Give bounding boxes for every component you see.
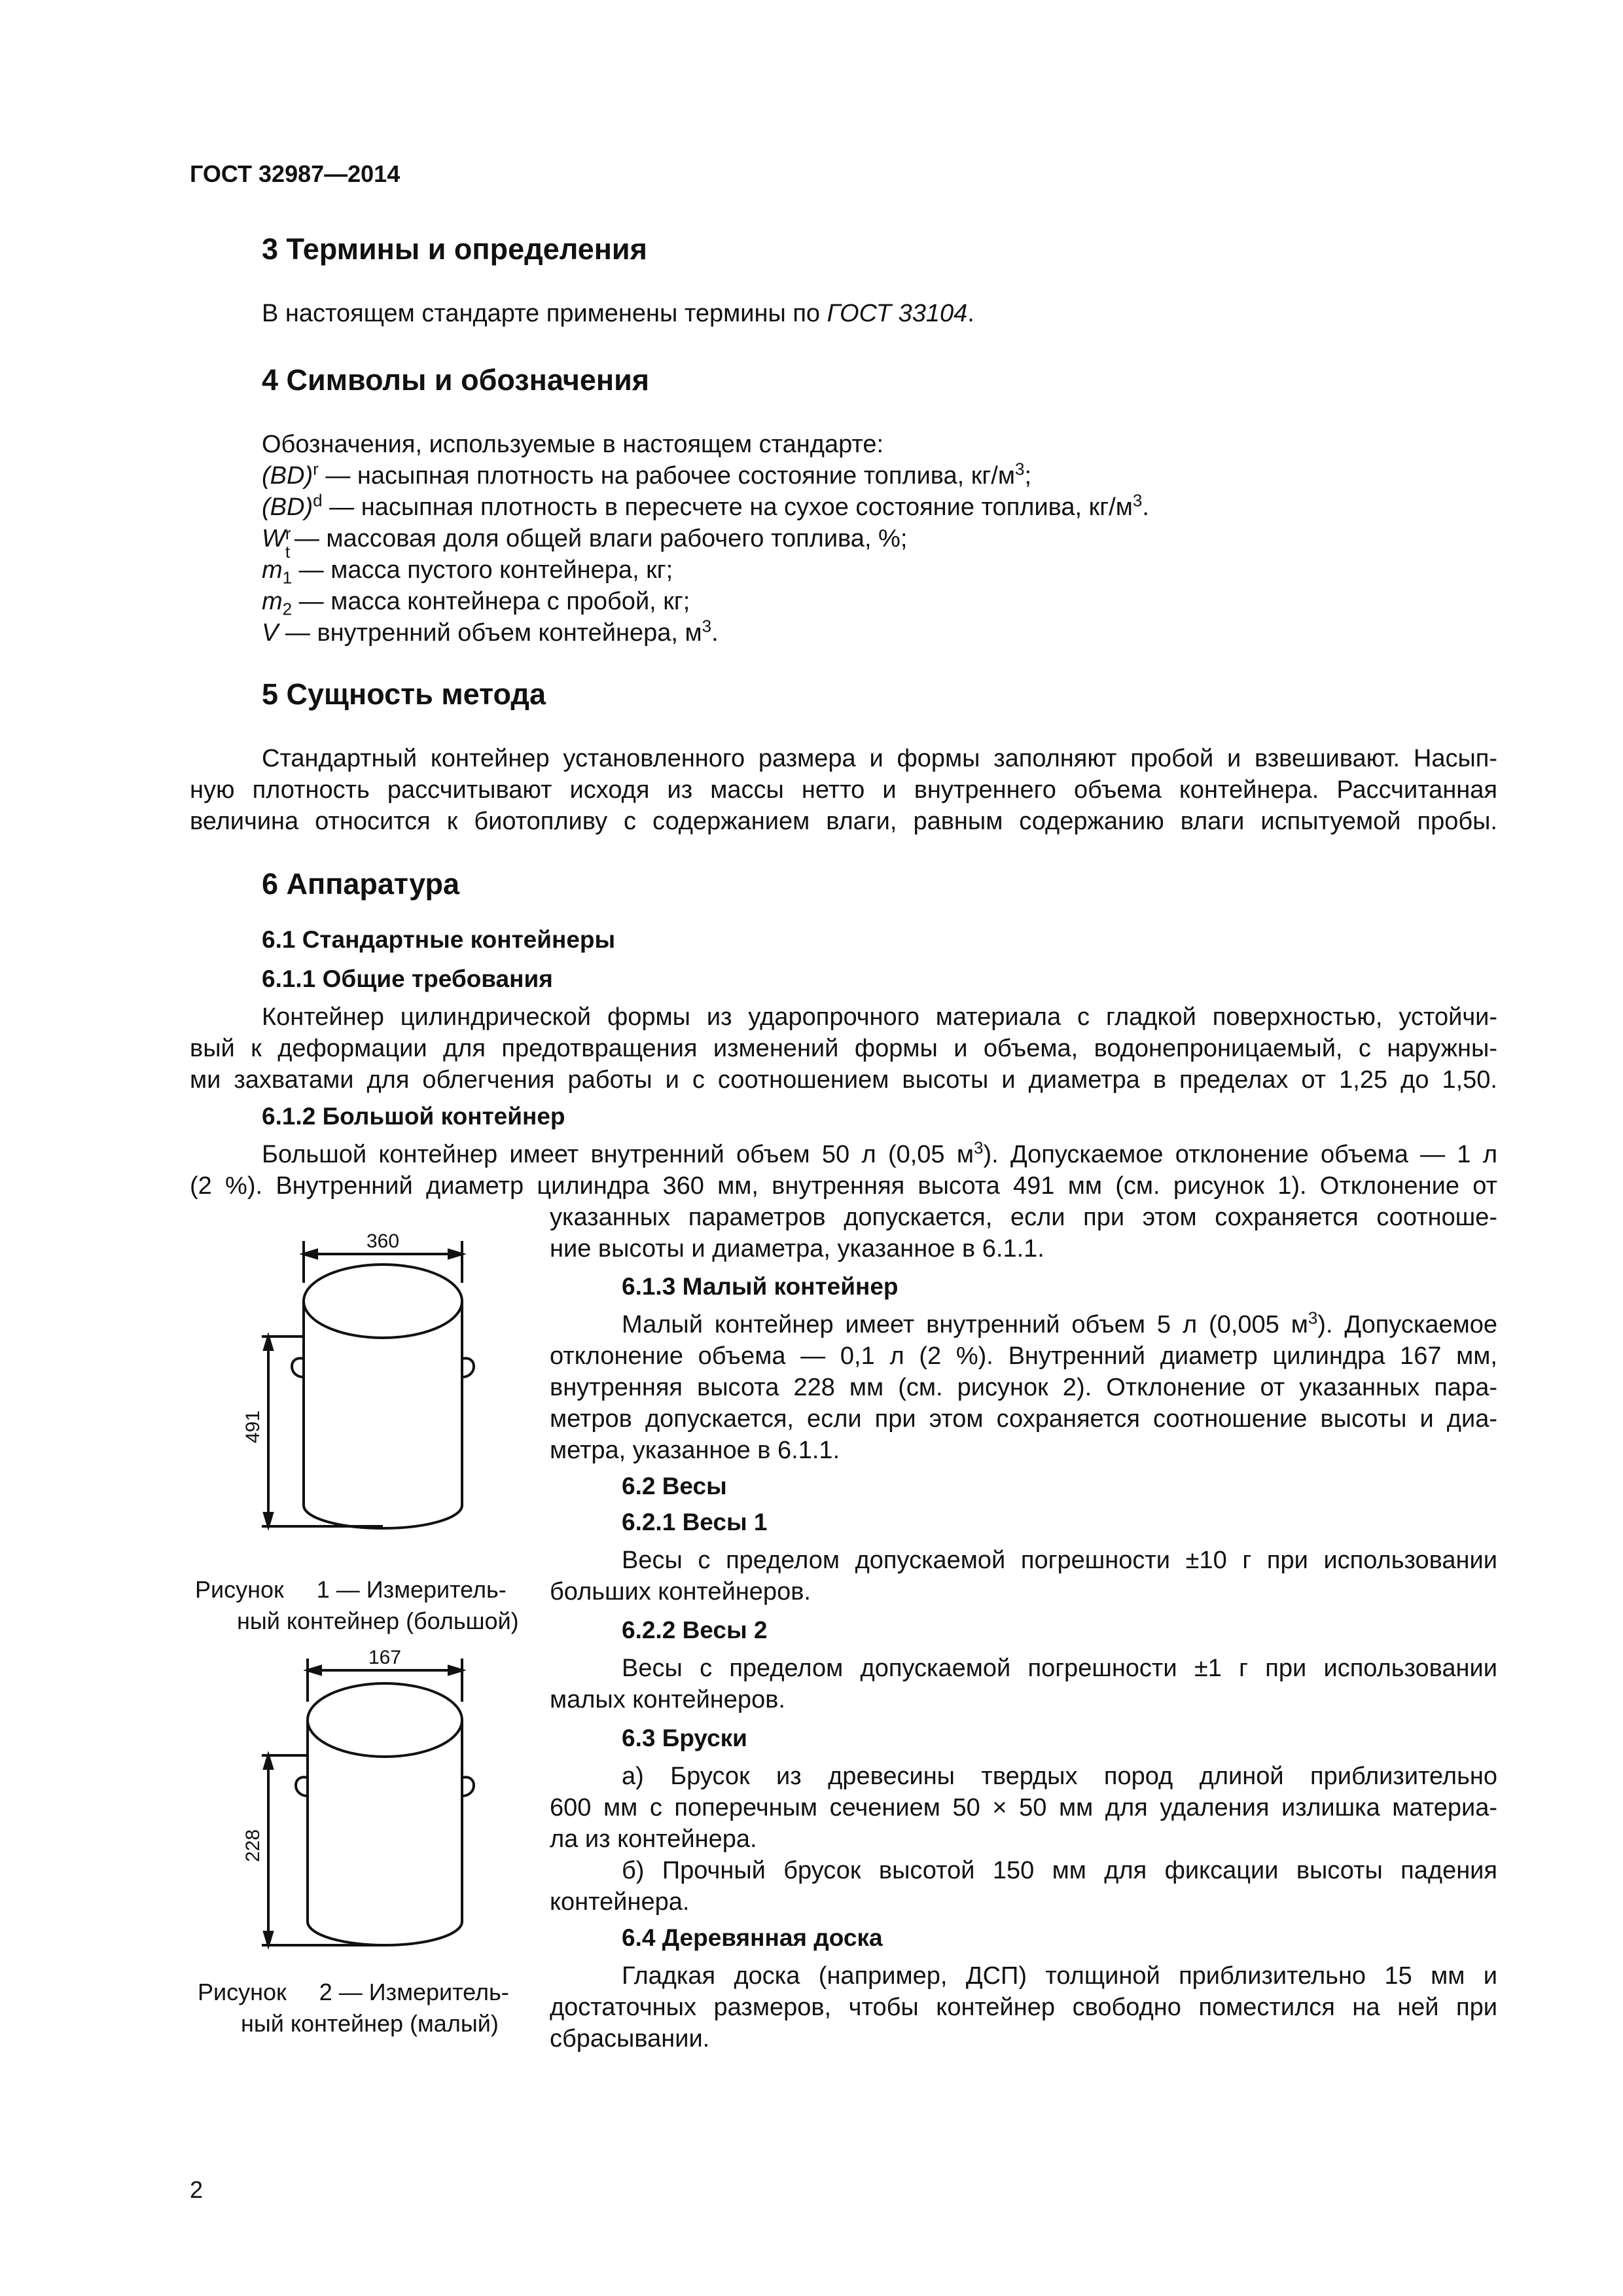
section-6-1-1-line-3: ми захватами для облегчения работы и с соотношением высоты и диаметра в пределах от 1,25 до 1,50.: [190, 1066, 1497, 1094]
section-6-4-line-1: Гладкая доска (например, ДСП) толщиной приблизительно 15 мм и: [622, 1962, 1497, 1990]
symbol-bd-r: (BD)$^r$ — насыпная плотность на рабочее состояние топлива, $кг/м^3$;: [262, 459, 1031, 490]
section-3-title: 3 Термины и определения: [262, 232, 647, 266]
figure-1-width-label: 360: [366, 1230, 400, 1252]
section-6-1-1-title: 6.1.1 Общие требования: [262, 965, 553, 992]
figure-1-caption-line-2: ный контейнер (большой): [237, 1607, 519, 1634]
section-6-1-3-line-5: метра, указанное в 6.1.1.: [550, 1437, 840, 1464]
section-6-1-2-line-1: Большой контейнер имеет внутренний объем 50 л (0,05 $м^3$). Допускаемое отклонение объема — 1 л: [262, 1138, 1497, 1168]
section-5-title: 5 Сущность метода: [262, 677, 546, 711]
section-6-1-title: 6.1 Стандартные контейнеры: [262, 926, 616, 953]
section-6-4-title: 6.4 Деревянная доска: [622, 1924, 883, 1951]
section-6-2-2-title: 6.2.2 Весы 2: [622, 1617, 768, 1643]
section-6-title: 6 Аппаратура: [262, 867, 460, 901]
section-6-1-3-line-1: Малый контейнер имеет внутренний объем 5 л (0,005 $м^3$). Допускаемое: [622, 1308, 1497, 1338]
section-4-intro: Обозначения, используемые в настоящем стандарте:: [262, 431, 884, 458]
section-6-3-a-line-1: а) Брусок из древесины твердых пород длиной приблизительно: [622, 1763, 1497, 1790]
figure-1-caption-line-1: Рисунок 1 — Измеритель-: [195, 1576, 507, 1603]
section-6-3-b-line-2: контейнера.: [550, 1888, 690, 1916]
section-6-2-title: 6.2 Весы: [622, 1473, 727, 1499]
figure-1-height-label: 491: [242, 1410, 264, 1444]
section-6-3-a-line-2: 600 мм с поперечным сечением 50 × 50 мм для удаления излишка материа-: [550, 1794, 1497, 1821]
section-6-1-1-line-2: вый к деформации для предотвращения изменений формы и объема, водонепроницаемый, с наружны-: [190, 1035, 1497, 1062]
section-6-3-title: 6.3 Бруски: [622, 1725, 747, 1751]
page-number: 2: [190, 2176, 204, 2203]
symbol-v: V — внутренний объем контейнера, $м^3$.: [262, 616, 719, 647]
section-6-4-line-2: достаточных размеров, чтобы контейнер свободно поместился на ней при: [550, 1994, 1497, 2021]
section-4-title: 4 Символы и обозначения: [262, 363, 649, 397]
figure-2-width-label: 167: [368, 1649, 402, 1668]
section-6-3-b-line-1: б) Прочный брусок высотой 150 мм для фиксации высоты падения: [622, 1857, 1497, 1884]
symbol-bd-d: (BD)$^d$ — насыпная плотность в пересчете на сухое состояние топлива, $кг/м^3$.: [262, 490, 1149, 521]
section-6-1-2-title: 6.1.2 Большой контейнер: [262, 1103, 565, 1130]
section-5-line-2: ную плотность рассчитывают исходя из массы нетто и внутреннего объема контейнера. Рассчитанная: [190, 776, 1497, 804]
section-6-2-2-line-1: Весы с пределом допускаемой погрешности ±1 г при использовании: [622, 1655, 1497, 1682]
section-6-2-1-title: 6.2.1 Весы 1: [622, 1509, 768, 1535]
symbol-m2: $m_2$ — масса контейнера с пробой, кг;: [262, 588, 690, 619]
figure-2-small-container: [236, 1649, 497, 1957]
section-6-1-3-line-3: внутренняя высота 228 мм (см. рисунок 2). Отклонение от указанных пара-: [550, 1374, 1497, 1401]
section-6-1-1-line-1: Контейнер цилиндрической формы из ударопрочного материала с гладкой поверхностью, устойчи-: [262, 1003, 1497, 1031]
section-6-1-2-line-2: (2 %). Внутренний диаметр цилиндра 360 мм, внутренняя высота 491 мм (см. рисунок 1). Отклонение от: [190, 1172, 1497, 1200]
section-6-1-3-line-2: отклонение объема — 0,1 л (2 %). Внутренний диаметр цилиндра 167 мм,: [550, 1342, 1497, 1370]
section-6-2-1-line-1: Весы с пределом допускаемой погрешности ±10 г при использовании: [622, 1547, 1497, 1574]
section-6-1-2-line-3: указанных параметров допускается, если при этом сохраняется соотноше-: [550, 1204, 1497, 1231]
section-6-1-2-line-4: ние высоты и диаметра, указанное в 6.1.1.: [550, 1235, 1044, 1263]
symbol-w: W r t — массовая доля общей влаги рабочего топлива, %;: [262, 524, 908, 562]
section-6-2-2-line-2: малых контейнеров.: [550, 1686, 785, 1713]
figure-2-height-label: 228: [242, 1829, 264, 1863]
symbol-m1: $m_1$ — масса пустого контейнера, кг;: [262, 556, 673, 588]
section-6-1-3-line-4: метров допускается, если при этом сохраняется соотношение высоты и диа-: [550, 1405, 1497, 1433]
figure-1-large-container: [236, 1230, 497, 1532]
section-5-line-1: Стандартный контейнер установленного размера и формы заполняют пробой и взвешивают. Насып-: [262, 745, 1497, 772]
document-header: ГОСТ 32987—2014: [190, 160, 401, 187]
section-6-4-line-3: сбрасывании.: [550, 2025, 710, 2053]
figure-2-caption-line-1: Рисунок 2 — Измеритель-: [198, 1979, 509, 2005]
figure-2-caption-line-2: ный контейнер (малый): [241, 2010, 499, 2037]
section-6-3-a-line-3: ла из контейнера.: [550, 1825, 757, 1853]
section-6-1-3-title: 6.1.3 Малый контейнер: [622, 1273, 899, 1300]
section-3-text: В настоящем стандарте применены термины по ГОСТ 33104.: [262, 300, 974, 327]
section-5-line-3: величина относится к биотопливу с содержанием влаги, равным содержанию влаги испытуемой пробы.: [190, 808, 1497, 835]
section-6-2-1-line-2: больших контейнеров.: [550, 1578, 811, 1605]
